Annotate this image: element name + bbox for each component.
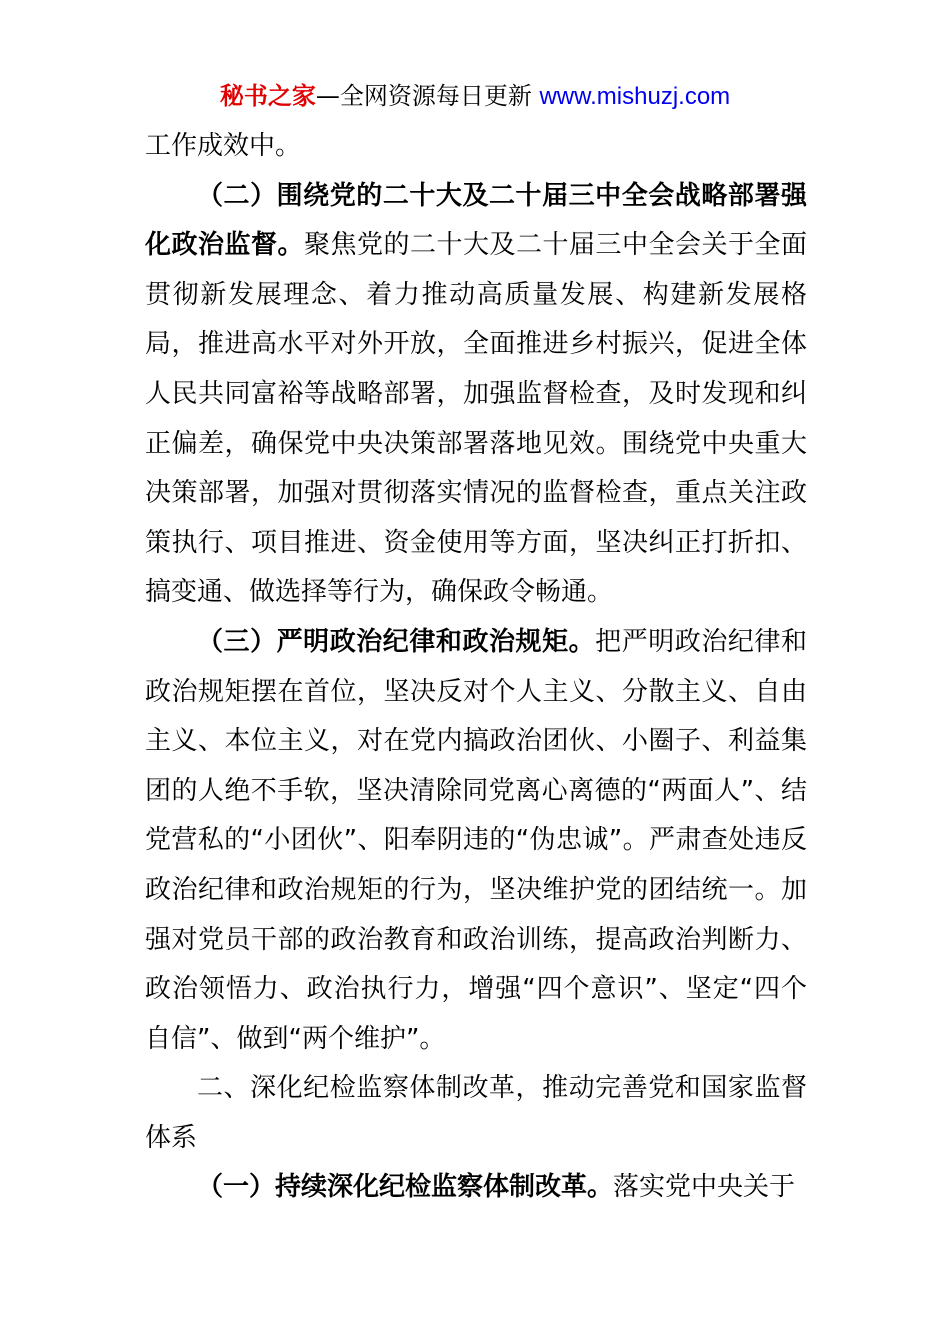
section-title-2: （二）围绕党的二十大及二十届三中全会战略部署强化政治监督。	[145, 180, 807, 261]
header-tagline: —全网资源每日更新	[315, 82, 540, 110]
paragraph-reform	[145, 1163, 807, 1213]
section-body-2: 聚焦党的二十大及二十届三中全会关于全面贯彻新发展理念、着力推动高质量发展、构建新发展格局，推进高水平对外开放，全面推进乡村振兴，促进全体人民共同富裕等战略部署，加强监督检查，及时发现和纠正偏差，确保党中央决策部署落地见效。围绕党中央重大决策部署，加强对贯彻落实情况的监督检查，重点关注政策执行、项目推进、资金使用等方面，坚决纠正打折扣、搞变通、做选择等行为，确保政令畅通。	[145, 230, 807, 608]
site-header	[0, 78, 950, 115]
chapter-heading-2: 二、深化纪检监察体制改革，推动完善党和国家监督体系	[145, 1073, 807, 1153]
paragraph-political-supervision	[145, 172, 807, 618]
section-title-1: （一）持续深化纪检监察体制改革。	[197, 1172, 614, 1203]
brand-name: 秘书之家	[219, 82, 316, 110]
section-body-3: 把严明政治纪律和政治规矩摆在首位，坚决反对个人主义、分散主义、自由主义、本位主义，对在党内搞政治团伙、小圈子、利益集团的人绝不手软，坚决清除同党离心离德的“两面人”、结党营私的“小团伙”、阳奉阴违的“伪忠诚”。严肃查处违反政治纪律和政治规矩的行为，坚决维护党的团结统一。加强对党员干部的政治教育和政治训练，提高政治判断力、政治领悟力、政治执行力，增强“四个意识”、坚定“四个自信”、做到“两个维护”。	[145, 626, 807, 1054]
paragraph-continuation: 工作成效中。	[145, 131, 302, 161]
document-body	[145, 122, 807, 1213]
site-url-link[interactable]: www.mishuzj.com	[539, 83, 731, 110]
section-title-3: （三）严明政治纪律和政治规矩。	[197, 626, 596, 657]
section-body-1: 落实党中央关于	[613, 1172, 796, 1203]
paragraph-political-discipline	[145, 618, 807, 1064]
